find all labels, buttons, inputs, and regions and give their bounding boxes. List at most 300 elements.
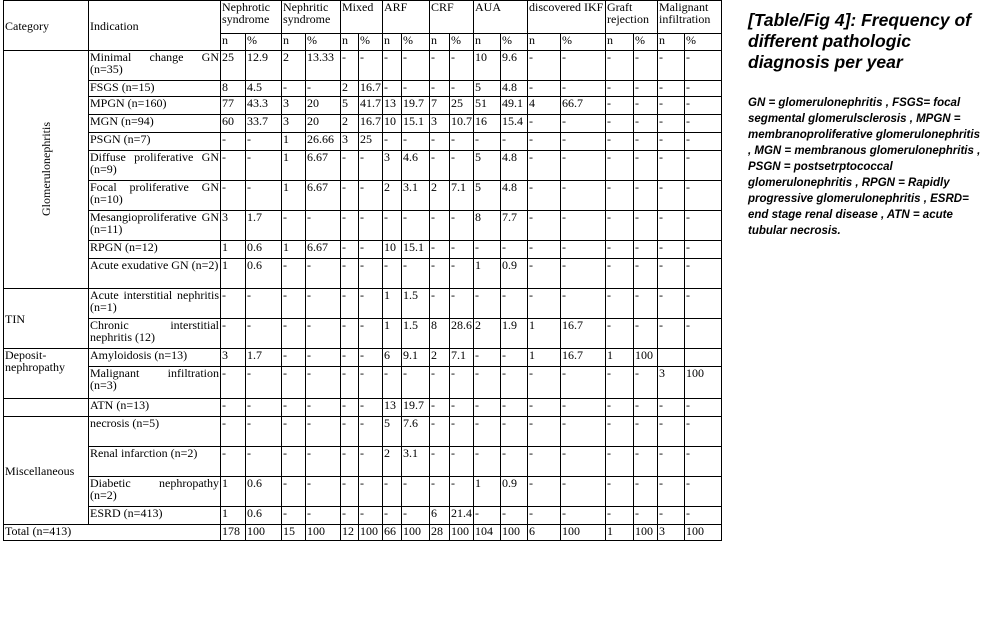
category-cell: Deposit-nephropathy: [4, 349, 89, 399]
percent-cell: -: [561, 181, 606, 211]
percent-cell: -: [306, 447, 341, 477]
percent-cell: -: [685, 151, 722, 181]
subheader-cell: n: [221, 34, 246, 51]
count-cell: -: [430, 133, 450, 151]
count-cell: -: [528, 447, 561, 477]
percent-cell: -: [450, 447, 474, 477]
count-cell: 5: [474, 81, 501, 97]
count-cell: 5: [383, 417, 402, 447]
count-cell: -: [606, 289, 634, 319]
percent-cell: -: [634, 115, 658, 133]
count-cell: 1: [606, 349, 634, 367]
percent-cell: 16.7: [561, 319, 606, 349]
count-cell: 4: [528, 97, 561, 115]
percent-cell: -: [685, 507, 722, 525]
count-cell: 8: [474, 211, 501, 241]
total-cell: 100: [685, 525, 722, 541]
percent-cell: -: [450, 81, 474, 97]
percent-cell: -: [306, 417, 341, 447]
percent-cell: -: [359, 241, 383, 259]
percent-cell: -: [634, 477, 658, 507]
count-cell: -: [341, 289, 359, 319]
subheader-cell: %: [450, 34, 474, 51]
percent-cell: -: [561, 289, 606, 319]
percent-cell: 1.5: [402, 319, 430, 349]
count-cell: 8: [430, 319, 450, 349]
percent-cell: -: [685, 289, 722, 319]
count-cell: -: [606, 319, 634, 349]
count-cell: 1: [282, 181, 306, 211]
count-cell: -: [474, 289, 501, 319]
count-cell: 3: [341, 133, 359, 151]
percent-cell: 1.5: [402, 289, 430, 319]
percent-cell: -: [561, 151, 606, 181]
header-group: Mixed: [341, 1, 383, 34]
percent-cell: 1.7: [246, 211, 282, 241]
count-cell: -: [528, 399, 561, 417]
percent-cell: 0.6: [246, 259, 282, 289]
category-cell: [4, 51, 89, 289]
count-cell: 10: [383, 241, 402, 259]
percent-cell: 15.1: [402, 241, 430, 259]
count-cell: -: [606, 477, 634, 507]
percent-cell: -: [246, 133, 282, 151]
indication-cell: Minimal change GN (n=35): [89, 51, 221, 81]
count-cell: -: [658, 81, 685, 97]
indication-cell: Amyloidosis (n=13): [89, 349, 221, 367]
total-cell: 178: [221, 525, 246, 541]
percent-cell: -: [359, 51, 383, 81]
percent-cell: -: [561, 81, 606, 97]
subheader-cell: n: [528, 34, 561, 51]
count-cell: 1: [474, 477, 501, 507]
count-cell: -: [528, 181, 561, 211]
count-cell: -: [341, 477, 359, 507]
percent-cell: -: [359, 367, 383, 399]
percent-cell: 43.3: [246, 97, 282, 115]
count-cell: -: [430, 81, 450, 97]
percent-cell: -: [359, 477, 383, 507]
percent-cell: -: [501, 447, 528, 477]
percent-cell: -: [634, 259, 658, 289]
count-cell: -: [474, 417, 501, 447]
indication-cell: RPGN (n=12): [89, 241, 221, 259]
header-group: AUA: [474, 1, 528, 34]
table-row: [4, 241, 722, 259]
count-cell: -: [341, 399, 359, 417]
percent-cell: 16.7: [359, 115, 383, 133]
total-cell: 3: [658, 525, 685, 541]
count-cell: -: [606, 417, 634, 447]
percent-cell: 0.6: [246, 241, 282, 259]
percent-cell: -: [634, 289, 658, 319]
count-cell: -: [606, 133, 634, 151]
total-cell: 100: [306, 525, 341, 541]
percent-cell: -: [634, 417, 658, 447]
indication-cell: MPGN (n=160): [89, 97, 221, 115]
count-cell: -: [221, 367, 246, 399]
percent-cell: -: [685, 181, 722, 211]
count-cell: -: [528, 133, 561, 151]
indication-cell: MGN (n=94): [89, 115, 221, 133]
count-cell: -: [430, 259, 450, 289]
count-cell: -: [528, 417, 561, 447]
count-cell: -: [430, 211, 450, 241]
count-cell: 51: [474, 97, 501, 115]
table-row: [4, 211, 722, 241]
header-group: CRF: [430, 1, 474, 34]
percent-cell: -: [685, 97, 722, 115]
count-cell: -: [341, 151, 359, 181]
count-cell: -: [282, 289, 306, 319]
count-cell: -: [606, 211, 634, 241]
percent-cell: -: [450, 241, 474, 259]
count-cell: 3: [221, 211, 246, 241]
percent-cell: 0.6: [246, 507, 282, 525]
subheader-cell: n: [282, 34, 306, 51]
count-cell: -: [528, 289, 561, 319]
percent-cell: -: [359, 211, 383, 241]
count-cell: 1: [383, 289, 402, 319]
percent-cell: -: [634, 241, 658, 259]
count-cell: -: [282, 259, 306, 289]
total-cell: 100: [246, 525, 282, 541]
percent-cell: -: [634, 399, 658, 417]
percent-cell: -: [685, 399, 722, 417]
percent-cell: -: [306, 399, 341, 417]
count-cell: -: [606, 181, 634, 211]
count-cell: 1: [282, 241, 306, 259]
percent-cell: -: [561, 477, 606, 507]
percent-cell: -: [402, 367, 430, 399]
percent-cell: -: [450, 133, 474, 151]
count-cell: 13: [383, 97, 402, 115]
count-cell: -: [341, 51, 359, 81]
percent-cell: 66.7: [561, 97, 606, 115]
count-cell: -: [430, 51, 450, 81]
count-cell: 3: [282, 97, 306, 115]
percent-cell: 13.33: [306, 51, 341, 81]
count-cell: -: [658, 241, 685, 259]
count-cell: -: [341, 259, 359, 289]
total-cell: 100: [359, 525, 383, 541]
total-cell: 66: [383, 525, 402, 541]
indication-cell: Renal infarction (n=2): [89, 447, 221, 477]
percent-cell: -: [450, 151, 474, 181]
percent-cell: -: [685, 319, 722, 349]
percent-cell: 28.6: [450, 319, 474, 349]
percent-cell: 0.9: [501, 477, 528, 507]
percent-cell: 25: [359, 133, 383, 151]
percent-cell: [685, 349, 722, 367]
percent-cell: -: [450, 259, 474, 289]
percent-cell: -: [685, 81, 722, 97]
count-cell: -: [658, 133, 685, 151]
indication-cell: necrosis (n=5): [89, 417, 221, 447]
count-cell: -: [383, 81, 402, 97]
subheader-cell: %: [402, 34, 430, 51]
count-cell: -: [606, 241, 634, 259]
total-cell: 6: [528, 525, 561, 541]
count-cell: 1: [383, 319, 402, 349]
total-cell: 15: [282, 525, 306, 541]
count-cell: 1: [221, 241, 246, 259]
percent-cell: -: [359, 151, 383, 181]
count-cell: -: [221, 133, 246, 151]
count-cell: -: [282, 507, 306, 525]
indication-cell: Acute exudative GN (n=2): [89, 259, 221, 289]
count-cell: -: [528, 81, 561, 97]
count-cell: -: [606, 115, 634, 133]
count-cell: 1: [282, 133, 306, 151]
table-row: [4, 319, 722, 349]
percent-cell: -: [450, 51, 474, 81]
percent-cell: -: [306, 211, 341, 241]
count-cell: -: [528, 507, 561, 525]
percent-cell: 0.9: [501, 259, 528, 289]
count-cell: -: [474, 399, 501, 417]
percent-cell: -: [501, 133, 528, 151]
diagnosis-table: [3, 0, 722, 541]
percent-cell: -: [402, 477, 430, 507]
subheader-cell: n: [658, 34, 685, 51]
count-cell: 5: [474, 151, 501, 181]
count-cell: -: [341, 241, 359, 259]
percent-cell: -: [561, 241, 606, 259]
percent-cell: 21.4: [450, 507, 474, 525]
count-cell: -: [606, 507, 634, 525]
count-cell: 2: [430, 349, 450, 367]
percent-cell: -: [501, 367, 528, 399]
indication-cell: Malignant infiltration (n=3): [89, 367, 221, 399]
count-cell: 5: [474, 181, 501, 211]
table-row: [4, 447, 722, 477]
percent-cell: -: [359, 417, 383, 447]
count-cell: 5: [341, 97, 359, 115]
count-cell: -: [383, 367, 402, 399]
count-cell: -: [606, 399, 634, 417]
total-label: Total (n=413): [4, 525, 221, 541]
percent-cell: -: [402, 51, 430, 81]
percent-cell: -: [450, 367, 474, 399]
percent-cell: 20: [306, 97, 341, 115]
percent-cell: -: [246, 417, 282, 447]
percent-cell: 12.9: [246, 51, 282, 81]
percent-cell: 20: [306, 115, 341, 133]
percent-cell: -: [450, 477, 474, 507]
table-row: [4, 477, 722, 507]
count-cell: 10: [474, 51, 501, 81]
percent-cell: -: [634, 211, 658, 241]
header-group: ARF: [383, 1, 430, 34]
percent-cell: 25: [450, 97, 474, 115]
percent-cell: -: [634, 151, 658, 181]
category-label: Glomerulonephritis: [39, 121, 53, 216]
percent-cell: -: [561, 133, 606, 151]
count-cell: -: [282, 319, 306, 349]
percent-cell: 6.67: [306, 151, 341, 181]
category-cell: Miscellaneous: [4, 417, 89, 525]
indication-cell: Diabetic nephropathy (n=2): [89, 477, 221, 507]
header-group: Nephrotic syndrome: [221, 1, 282, 34]
table-row: [4, 151, 722, 181]
table-row: [4, 81, 722, 97]
percent-cell: -: [402, 259, 430, 289]
count-cell: -: [658, 259, 685, 289]
total-cell: 1: [606, 525, 634, 541]
percent-cell: -: [306, 367, 341, 399]
percent-cell: -: [306, 289, 341, 319]
subheader-cell: %: [685, 34, 722, 51]
count-cell: 10: [383, 115, 402, 133]
percent-cell: -: [306, 81, 341, 97]
percent-cell: -: [450, 289, 474, 319]
count-cell: -: [430, 289, 450, 319]
count-cell: -: [658, 211, 685, 241]
percent-cell: 7.7: [501, 211, 528, 241]
count-cell: -: [430, 241, 450, 259]
percent-cell: -: [402, 81, 430, 97]
percent-cell: -: [685, 115, 722, 133]
percent-cell: 4.6: [402, 151, 430, 181]
percent-cell: 7.1: [450, 349, 474, 367]
count-cell: -: [282, 417, 306, 447]
count-cell: -: [383, 51, 402, 81]
percent-cell: -: [501, 349, 528, 367]
count-cell: -: [430, 447, 450, 477]
indication-cell: Acute interstitial nephritis (n=1): [89, 289, 221, 319]
percent-cell: -: [246, 399, 282, 417]
table-row: [4, 259, 722, 289]
count-cell: -: [528, 211, 561, 241]
count-cell: -: [282, 349, 306, 367]
total-cell: 100: [450, 525, 474, 541]
count-cell: 2: [282, 51, 306, 81]
percent-cell: -: [501, 417, 528, 447]
percent-cell: 100: [685, 367, 722, 399]
count-cell: -: [528, 259, 561, 289]
percent-cell: 4.8: [501, 181, 528, 211]
indication-cell: Mesangioproliferative GN (n=11): [89, 211, 221, 241]
count-cell: 1: [528, 349, 561, 367]
count-cell: -: [430, 477, 450, 507]
count-cell: 1: [474, 259, 501, 289]
percent-cell: -: [306, 319, 341, 349]
subheader-cell: n: [341, 34, 359, 51]
percent-cell: 100: [634, 349, 658, 367]
percent-cell: 19.7: [402, 97, 430, 115]
table-row: [4, 349, 722, 367]
percent-cell: -: [306, 259, 341, 289]
percent-cell: -: [501, 241, 528, 259]
count-cell: 60: [221, 115, 246, 133]
percent-cell: 1.7: [246, 349, 282, 367]
header-group: discovered IKF: [528, 1, 606, 34]
count-cell: -: [528, 51, 561, 81]
count-cell: -: [282, 81, 306, 97]
count-cell: 1: [221, 507, 246, 525]
percent-cell: -: [561, 51, 606, 81]
count-cell: -: [474, 367, 501, 399]
percent-cell: -: [685, 241, 722, 259]
total-cell: 104: [474, 525, 501, 541]
count-cell: -: [341, 349, 359, 367]
percent-cell: -: [634, 367, 658, 399]
percent-cell: -: [246, 447, 282, 477]
count-cell: 3: [221, 349, 246, 367]
header-row: [4, 1, 722, 34]
count-cell: -: [606, 97, 634, 115]
percent-cell: -: [359, 319, 383, 349]
percent-cell: -: [359, 289, 383, 319]
percent-cell: 4.8: [501, 151, 528, 181]
count-cell: -: [383, 211, 402, 241]
percent-cell: -: [359, 349, 383, 367]
percent-cell: 49.1: [501, 97, 528, 115]
count-cell: 6: [430, 507, 450, 525]
count-cell: -: [221, 151, 246, 181]
percent-cell: 6.67: [306, 241, 341, 259]
count-cell: -: [658, 447, 685, 477]
count-cell: -: [658, 477, 685, 507]
percent-cell: -: [685, 211, 722, 241]
count-cell: -: [282, 477, 306, 507]
percent-cell: -: [450, 417, 474, 447]
count-cell: -: [606, 447, 634, 477]
percent-cell: 16.7: [359, 81, 383, 97]
category-cell: [4, 399, 89, 417]
count-cell: -: [430, 399, 450, 417]
percent-cell: 41.7: [359, 97, 383, 115]
count-cell: 2: [383, 181, 402, 211]
subheader-cell: %: [561, 34, 606, 51]
subheader-cell: %: [634, 34, 658, 51]
subheader-cell: n: [383, 34, 402, 51]
percent-cell: -: [402, 133, 430, 151]
count-cell: 3: [430, 115, 450, 133]
subheader-cell: %: [501, 34, 528, 51]
table-row: [4, 51, 722, 81]
percent-cell: 4.5: [246, 81, 282, 97]
count-cell: -: [383, 507, 402, 525]
subheader-cell: n: [430, 34, 450, 51]
count-cell: -: [383, 477, 402, 507]
percent-cell: -: [634, 319, 658, 349]
count-cell: -: [221, 319, 246, 349]
count-cell: 2: [474, 319, 501, 349]
subheader-cell: %: [246, 34, 282, 51]
percent-cell: -: [501, 507, 528, 525]
count-cell: -: [341, 507, 359, 525]
count-cell: -: [658, 319, 685, 349]
count-cell: [658, 349, 685, 367]
header-group: Nephritic syndrome: [282, 1, 341, 34]
table-row: [4, 367, 722, 399]
table-row: [4, 417, 722, 447]
indication-cell: Chronic interstitial nephritis (12): [89, 319, 221, 349]
count-cell: -: [341, 181, 359, 211]
count-cell: -: [282, 447, 306, 477]
percent-cell: -: [359, 447, 383, 477]
count-cell: -: [430, 417, 450, 447]
count-cell: -: [658, 399, 685, 417]
subheader-cell: n: [606, 34, 634, 51]
percent-cell: 9.6: [501, 51, 528, 81]
count-cell: 13: [383, 399, 402, 417]
count-cell: -: [606, 81, 634, 97]
count-cell: -: [474, 349, 501, 367]
header-indication: Indication: [89, 1, 221, 51]
